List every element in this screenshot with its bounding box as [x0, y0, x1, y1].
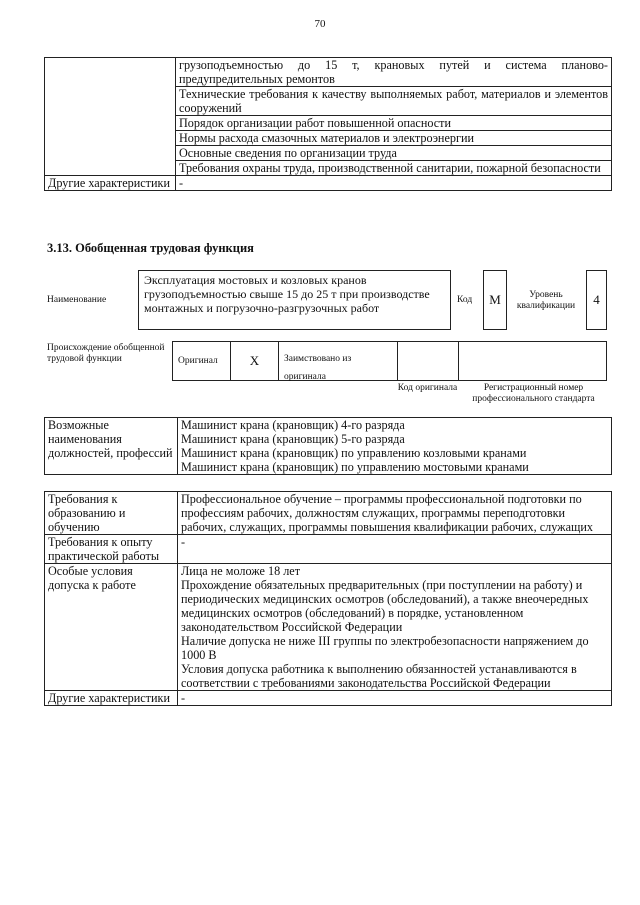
list-item: Машинист крана (крановщик) 5-го разряда: [181, 432, 405, 446]
experience-value: -: [178, 535, 612, 564]
original-cell: [173, 342, 231, 380]
table-cell: Порядок организации работ повышенной опасности: [176, 116, 612, 131]
table-cell: грузоподъемностью до 15 т, крановых путей и система планово-предупредительных ремонтов: [176, 58, 612, 87]
experience-label: Требования к опыту практической работы: [45, 535, 178, 564]
borrowed-label: Заимствовано из оригинала: [284, 354, 352, 382]
empty-label-cell: [45, 58, 176, 176]
knowledge-table: [44, 57, 612, 191]
requirements-table: [44, 491, 612, 706]
other-characteristics-label: Другие характеристики: [45, 176, 176, 191]
table-cell: Нормы расхода смазочных материалов и электроэнергии: [176, 131, 612, 146]
list-item: Машинист крана (крановщик) 4-го разряда: [181, 418, 405, 432]
original-code-cell: [398, 342, 459, 380]
condition-line: Лица не моложе 18 лет: [181, 564, 301, 578]
list-item: Машинист крана (крановщик) по управлению козловыми кранами: [181, 446, 527, 460]
original-code-caption: Код оригинала: [397, 383, 458, 393]
qualification-level-label: Уровень квалификации: [516, 290, 576, 311]
function-name-box: Эксплуатация мостовых и козловых кранов грузоподъемностью свыше 15 до 25 т при производстве монтажных и погрузочно-разгрузочных работ: [138, 270, 451, 330]
table-row: [45, 176, 612, 191]
page-number: 70: [314, 18, 326, 30]
table-row: [45, 418, 612, 475]
section-title: 3.13. Обобщенная трудовая функция: [47, 241, 254, 255]
code-value-box: M: [483, 270, 507, 330]
name-label: Наименование: [47, 295, 107, 305]
borrowed-cell: [279, 342, 398, 380]
table-row: [45, 492, 612, 535]
positions-list: [178, 418, 612, 475]
qualification-level-box: 4: [586, 270, 607, 330]
other-characteristics-value: -: [178, 691, 612, 706]
other-characteristics-value: -: [176, 176, 612, 191]
admission-conditions-value: [178, 564, 612, 691]
table-row: [45, 564, 612, 691]
original-mark-cell: X: [231, 342, 279, 380]
positions-table: [44, 417, 612, 475]
origin-table: [172, 341, 607, 381]
table-row: [45, 691, 612, 706]
registration-number-cell: [459, 342, 606, 380]
condition-line: Прохождение обязательных предварительных (при поступлении на работу) и периодических медицинских осмотров (обследований), а также внеочередных медицинских осмотров (обследований) в порядке, установленном законодательством Российской Федерации: [181, 578, 589, 634]
table-cell: Требования охраны труда, производственной санитарии, пожарной безопасности: [176, 161, 612, 176]
code-label: Код: [457, 295, 473, 305]
condition-line: Условия допуска работника к выполнению обязанностей устанавливаются в соответствии с требованиями законодательства Российской Федерации: [181, 662, 577, 690]
origin-label: Происхождение обобщенной трудовой функции: [47, 343, 165, 364]
list-item: Машинист крана (крановщик) по управлению мостовыми кранами: [181, 460, 529, 474]
positions-label: Возможные наименования должностей, профессий: [45, 418, 178, 475]
other-characteristics-label: Другие характеристики: [45, 691, 178, 706]
table-row: [45, 58, 612, 87]
registration-number-caption: Регистрационный номер профессионального стандарта: [472, 383, 595, 404]
table-row: [45, 535, 612, 564]
education-value: Профессиональное обучение – программы профессиональной подготовки по профессиям рабочих, должностям служащих, программы переподготовки рабочих, служащих, программы повышения квалификации рабочих, служащих: [178, 492, 612, 535]
original-label: Оригинал: [178, 355, 218, 366]
table-cell: Технические требования к качеству выполняемых работ, материалов и элементов сооружений: [176, 87, 612, 116]
education-label: Требования к образованию и обучению: [45, 492, 178, 535]
admission-conditions-label: Особые условия допуска к работе: [45, 564, 178, 691]
table-cell: Основные сведения по организации труда: [176, 146, 612, 161]
condition-line: Наличие допуска не ниже III группы по электробезопасности напряжением до 1000 В: [181, 634, 589, 662]
